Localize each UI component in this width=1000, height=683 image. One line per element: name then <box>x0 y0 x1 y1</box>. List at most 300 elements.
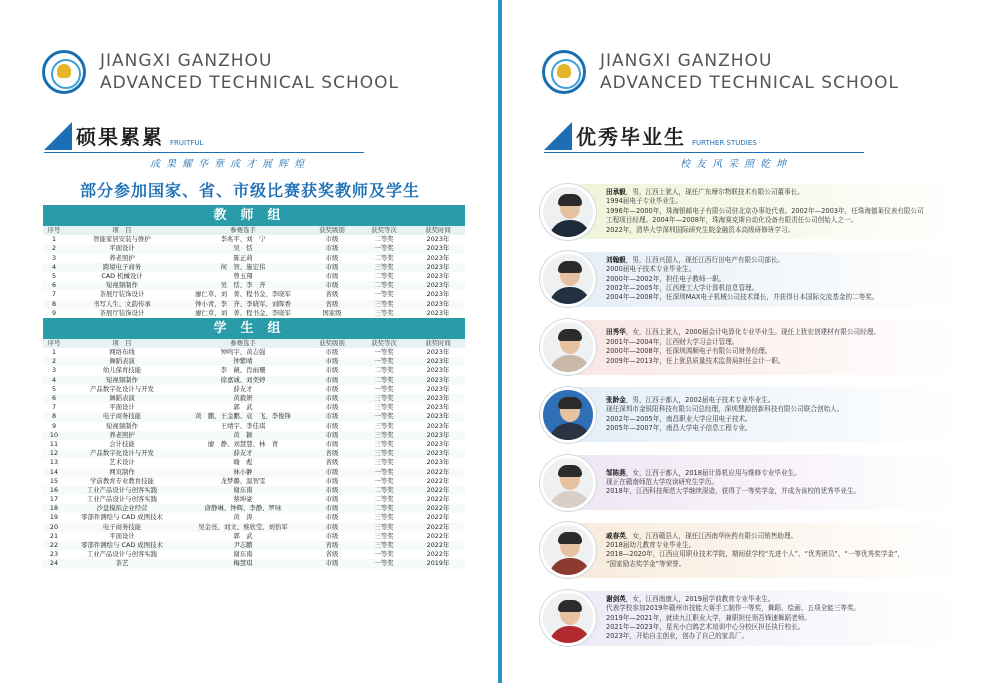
section-triangle-icon <box>44 122 72 150</box>
column-header: 项 目 <box>112 226 132 234</box>
table-cell: 钟鸣宇、黄志强 <box>220 348 266 357</box>
graduate-bio-line: 2001年—2004年，江西财大学习会计管理。 <box>606 337 739 346</box>
table-cell: 7 <box>51 290 57 299</box>
table-cell: 三等奖 <box>374 439 394 448</box>
table-row <box>43 235 465 244</box>
graduate-bio-line: 1996年—2000年，珠海银邮电子有限公司驻北京办事处代表。2002年—2003年，任珠海德莱仪表有限公司 <box>606 206 924 215</box>
graduate-bio-line: 2004年—2008年，任深圳MAX电子机械公司技术课长，并获得日本国际交流基金的二等奖。 <box>606 293 879 302</box>
table-row <box>43 244 465 253</box>
graduate-photo <box>540 387 596 443</box>
table-cell: 22 <box>49 541 59 549</box>
table-cell: 3 <box>51 366 57 375</box>
table-cell: 市级 <box>325 467 339 476</box>
table-cell: 市级 <box>325 244 339 253</box>
graduate-card <box>540 182 964 241</box>
table-cell: 会计技能 <box>109 439 135 448</box>
table-cell: 1 <box>51 235 57 244</box>
table-cell: 19 <box>49 513 59 522</box>
table-cell: 市级 <box>325 375 339 384</box>
graduate-bio-line: 2019年—2021年，就读九江职业大学，兼职担任领吾锋速舞蹈老师。 <box>606 613 811 622</box>
table-cell: 茶展厅装饰设计 <box>99 308 145 317</box>
table-cell: 市级 <box>325 504 339 513</box>
table-cell: 一等奖 <box>374 357 394 366</box>
graduate-bio-line: 代表学校参加2019年赣州市技能大赛手工制作一等奖，舞蹈、绘画、五项全能三等奖。 <box>606 604 861 613</box>
table-cell: 王靖宇、李佳琪 <box>220 421 266 430</box>
graduate-photo <box>540 184 596 240</box>
graduate-bio-line: 2000年—2008年，任深圳鸿顺电子有限公司财务经理。 <box>606 347 772 356</box>
graduate-bio-line: 2018届幼儿教育专业毕业生。 <box>606 541 696 550</box>
table-column-headers <box>43 226 465 235</box>
table-cell: 吴 恬 <box>233 244 253 253</box>
table-row <box>43 366 465 375</box>
table-cell: 市级 <box>325 476 339 485</box>
table-cell: 网页制作 <box>109 467 135 476</box>
table-cell: 书写人生、文韵传承 <box>93 299 151 308</box>
table-cell: 平面设计 <box>109 531 135 540</box>
table-cell: 省级 <box>325 458 339 467</box>
school-name-line2: ADVANCED TECHNICAL SCHOOL <box>600 73 899 93</box>
table-cell: 24 <box>49 559 59 568</box>
table-cell: 4 <box>51 262 57 271</box>
table-cell: 谢东南 <box>233 485 253 494</box>
table-cell: 三等奖 <box>374 299 394 308</box>
table-cell: 黄 鹏、王金鹏、袁 飞、李俊锋 <box>195 412 291 421</box>
table-cell: 市级 <box>325 348 339 357</box>
graduate-bio <box>606 328 880 366</box>
column-header: 序号 <box>47 338 61 347</box>
graduate-bio-line: 2000届电子技术专业毕业生。 <box>606 265 696 274</box>
section-title-fruitful <box>44 122 203 150</box>
section-title-graduates <box>544 122 757 150</box>
column-header: 获奖等次 <box>371 338 397 347</box>
table-cell: 蔡坤豪 <box>233 495 253 504</box>
table-cell: 市级 <box>325 357 339 366</box>
table-cell: 三等奖 <box>374 513 394 522</box>
graduate-bio-line: 2002年—2005年，江西理工大学计算机信息管理。 <box>606 284 759 292</box>
table-cell: 2023年 <box>426 449 450 458</box>
table-cell: 舞蹈表演 <box>109 394 135 402</box>
table-cell: 二等奖 <box>374 235 394 244</box>
table-cell: 三等奖 <box>374 430 394 439</box>
graduate-bio-line: 现任深圳市金锐阳科技有限公司总经理，深圳慧源创新科技有限公司联合创始人。 <box>606 405 844 414</box>
table-cell: 产品数字化设计与开发 <box>90 384 154 393</box>
table-row <box>43 550 465 559</box>
table-cell: 18 <box>49 504 59 513</box>
section-subtitle: 成果耀华章成才展辉煌 <box>150 159 310 170</box>
table-cell: 吴 恬、李 齐 <box>220 281 266 290</box>
table-cell: 2023年 <box>426 299 450 308</box>
table-cell: 2023年 <box>426 458 450 467</box>
table-cell: 二等奖 <box>374 485 394 494</box>
graduate-bio-line: 2021年—2023年，星光小白鸽艺术培训中心分校区担任执行校长。 <box>606 622 805 631</box>
table-row <box>43 486 465 495</box>
table-cell: 4 <box>51 375 57 384</box>
table-cell: 2022年 <box>426 541 450 549</box>
table-row <box>43 394 465 403</box>
table-cell: 黄 涛 <box>233 513 253 522</box>
table-cell: 市级 <box>325 513 339 522</box>
table-cell: 艺术设计 <box>109 458 135 467</box>
table-cell: 16 <box>49 485 59 494</box>
table-cell: 市级 <box>325 262 339 271</box>
table-row <box>43 504 465 513</box>
table-cell: 学前教育专业教育技能 <box>90 476 154 485</box>
table-row <box>43 376 465 385</box>
table-cell: 国家级 <box>322 308 342 317</box>
table-row <box>43 422 465 431</box>
table-cell: 工业产品设计与创客实践 <box>86 485 158 494</box>
graduate-name: 张龄金 <box>606 396 626 405</box>
table-cell: 2022年 <box>426 531 450 540</box>
graduate-bio <box>606 532 904 570</box>
table-cell: 市级 <box>325 281 339 290</box>
school-name-line1: JIANGXI GANZHOU <box>600 51 773 71</box>
graduate-bio-line: “国家励志奖学金”等荣誉。 <box>606 559 686 568</box>
table-row <box>43 281 465 290</box>
table-cell: 2023年 <box>426 357 450 366</box>
table-cell: 零部件测绘与 CAD 成图技术 <box>81 541 163 549</box>
table-cell: 舞蹈表演 <box>109 357 135 366</box>
table-cell: 2022年 <box>426 504 450 513</box>
table-cell: 市级 <box>325 485 339 494</box>
graduate-bio-line: 2023年，开始自主创业，创办了自己的家具厂。 <box>606 632 749 641</box>
column-header: 序号 <box>47 226 61 234</box>
table-row <box>43 513 465 522</box>
table-cell: 产品数字化设计与开发 <box>90 449 154 458</box>
table-cell: 8 <box>51 412 57 421</box>
table-cell: 三等奖 <box>374 449 394 458</box>
table-cell: 市级 <box>325 403 339 412</box>
table-row <box>43 272 465 281</box>
graduate-bio-line: 刘翰毅，男，江西兴国人，现任江西行田电产有限公司部长。 <box>606 255 785 264</box>
table-cell: 三等奖 <box>374 308 394 317</box>
column-header: 参赛选手 <box>230 226 256 234</box>
table-cell: 5 <box>51 384 57 393</box>
right-page <box>500 0 1000 683</box>
graduate-card <box>540 453 964 512</box>
table-cell: 工业产品设计与创客实践 <box>86 550 158 559</box>
table-cell: 二等奖 <box>374 504 394 513</box>
table-cell: 钟小青、李 齐、李晓军、刘晖香 <box>195 299 291 308</box>
page-edge-line <box>500 0 502 683</box>
table-cell: 一等奖 <box>374 550 394 559</box>
table-cell: 省级 <box>325 290 339 299</box>
column-header: 获奖时间 <box>425 338 451 347</box>
table-cell: 唐静琳、钟辉、李静、罗咏 <box>204 504 282 513</box>
table-cell: 9 <box>51 308 57 317</box>
table-cell: 网络布线 <box>109 348 135 357</box>
table-cell: 廖仁草、刘 菁、程书金、李晓军 <box>195 308 291 317</box>
table-cell: 2022年 <box>426 495 450 504</box>
table-row <box>43 523 465 532</box>
table-cell: 短视频制作 <box>106 281 138 290</box>
table-cell: 钟紫晴 <box>233 357 253 366</box>
table-cell: 三等奖 <box>374 522 394 531</box>
table-cell: 智能家居安装与维护 <box>93 235 151 244</box>
graduate-name: 刘翰毅 <box>606 255 626 264</box>
table-row <box>43 300 465 309</box>
table-cell: 省级 <box>325 541 339 549</box>
table-cell: 2022年 <box>426 476 450 485</box>
table-cell: 短视频制作 <box>106 375 138 384</box>
table-cell: 14 <box>49 467 59 476</box>
table-cell: 2023年 <box>426 366 450 375</box>
table-cell: 陈正莉 <box>233 253 253 262</box>
graduate-bio-line: 2018年，江西科技师范大学继续深造，获得了一等奖学金，并成为该校的优秀毕业生。 <box>606 487 861 496</box>
graduate-bio-line: 1994届电子专业毕业生。 <box>606 197 683 206</box>
table-cell: 郭 武 <box>233 403 253 412</box>
graduate-bio-line: 谢剑英，女，江西南康人，2019届学前教育专业毕业生。 <box>606 594 775 603</box>
graduate-card <box>540 250 964 309</box>
section-underline <box>544 152 864 153</box>
table-cell: 2023年 <box>426 384 450 393</box>
table-cell: 市级 <box>325 412 339 421</box>
table-cell: 12 <box>49 449 59 458</box>
table-cell: 三等奖 <box>374 458 394 467</box>
graduate-name: 田秀华 <box>606 328 626 337</box>
school-name <box>100 50 399 94</box>
graduate-photo <box>540 455 596 511</box>
graduate-photo <box>540 319 596 375</box>
column-header: 获奖时间 <box>425 226 451 234</box>
graduate-bio <box>606 256 878 303</box>
table-cell: CAD 机械设计 <box>101 271 143 280</box>
column-header: 获奖级别 <box>319 338 345 347</box>
table-cell: 一等奖 <box>374 384 394 393</box>
table-cell: 2023年 <box>426 412 450 421</box>
table-cell: 市级 <box>325 253 339 262</box>
table-cell: 黄 颖 <box>233 430 253 439</box>
table-cell: 梅慧琪 <box>233 559 253 568</box>
graduate-bio-line: 2018—2020年，江西应用职业技术学院，期间获学校“先进个人”、“优秀团员”、“一等优秀奖学金”， <box>606 550 905 559</box>
school-name <box>600 50 899 94</box>
table-cell: 2023年 <box>426 262 450 271</box>
table-cell: 省级 <box>325 299 339 308</box>
table-cell: 2023年 <box>426 281 450 290</box>
table-cell: 零部件测绘与 CAD 成图技术 <box>81 513 163 522</box>
table-cell: 2023年 <box>426 430 450 439</box>
section-title-text: 硕果累累 <box>76 125 164 149</box>
school-name-line2: ADVANCED TECHNICAL SCHOOL <box>100 73 399 93</box>
graduate-bio-line: 张龄金，男，江西于都人，2002届电子技术专业毕业生。 <box>606 396 775 405</box>
table-cell: 8 <box>51 299 57 308</box>
table-cell: 市级 <box>325 394 339 402</box>
table-cell: 李 薇、肖雨珊 <box>220 366 266 375</box>
table-row <box>43 449 465 458</box>
column-header: 获奖等次 <box>371 226 397 234</box>
table-row <box>43 309 465 318</box>
table-cell: 二等奖 <box>374 366 394 375</box>
table-cell: 2 <box>51 357 57 366</box>
table-cell: 平面设计 <box>109 403 135 412</box>
table-cell: 尹志鹏 <box>233 541 253 549</box>
section-title-text: 优秀毕业生 <box>576 125 686 149</box>
table-cell: 一等奖 <box>374 467 394 476</box>
table-row <box>43 495 465 504</box>
graduate-bio-line: 现正在赣南师范大学攻读研究生学历。 <box>606 477 719 486</box>
graduate-bio-line: 邹陈燕，女，江西于都人，2018届计算机应用与维修专业毕业生。 <box>606 468 801 477</box>
graduate-photo <box>540 251 596 307</box>
graduate-bio <box>606 595 860 642</box>
graduate-bio <box>606 188 924 235</box>
table-cell: 1 <box>51 348 57 357</box>
table-cell: 黄毅妍 <box>233 394 253 402</box>
table-cell: 二等奖 <box>374 281 394 290</box>
graduate-bio-line: 田秀华，女，江西上犹人，2000届会计电算化专业毕业生。现任上犹宏创建材有限公司经理。 <box>606 328 880 337</box>
table-cell: 2 <box>51 244 57 253</box>
table-cell: 市级 <box>325 559 339 568</box>
graduate-bio-line: 田承毅，男，江西上犹人，现任广东摩尔物联技术有限公司董事长。 <box>606 187 804 196</box>
table-cell: 三等奖 <box>374 262 394 271</box>
table-cell: 市级 <box>325 522 339 531</box>
table-cell: 9 <box>51 421 57 430</box>
table-cell: 3 <box>51 253 57 262</box>
table-cell: 电子商务技能 <box>102 412 142 421</box>
graduate-name: 田承毅 <box>606 187 626 196</box>
graduate-photo <box>540 522 596 578</box>
table-cell: 市级 <box>325 531 339 540</box>
teacher-rows <box>43 235 465 318</box>
table-cell: 17 <box>49 495 59 504</box>
table-row <box>43 263 465 272</box>
table-cell: 2022年 <box>426 550 450 559</box>
graduate-card <box>540 589 964 648</box>
table-cell: 廖 静、刘慧慧、林 青 <box>207 439 279 448</box>
graduate-bio <box>606 396 843 434</box>
column-header: 项 目 <box>112 338 132 347</box>
table-row <box>43 412 465 421</box>
graduate-name: 戚春英 <box>606 531 626 540</box>
table-cell: 何 智、施宏伟 <box>220 262 266 271</box>
table-cell: 一等奖 <box>374 412 394 421</box>
table-cell: 2023年 <box>426 244 450 253</box>
table-cell: 市级 <box>325 384 339 393</box>
table-cell: 21 <box>49 531 59 540</box>
column-header: 获奖级别 <box>319 226 345 234</box>
table-cell: 6 <box>51 394 57 402</box>
table-cell: 省级 <box>325 449 339 458</box>
table-cell: 20 <box>49 522 59 531</box>
table-row <box>43 348 465 357</box>
graduate-card <box>540 318 964 377</box>
graduate-bio <box>606 469 860 497</box>
table-row <box>43 440 465 449</box>
table-cell: 23 <box>49 550 59 559</box>
table-cell: 市级 <box>325 366 339 375</box>
table-cell: 2022年 <box>426 513 450 522</box>
table-cell: 养老照护 <box>109 253 135 262</box>
table-cell: 徐嘉诚、刘奕婷 <box>220 375 266 384</box>
graduate-list <box>540 182 964 657</box>
table-cell: 二等奖 <box>374 271 394 280</box>
table-cell: 市级 <box>325 271 339 280</box>
table-row <box>43 468 465 477</box>
table-cell: 电子商务技能 <box>102 522 142 531</box>
table-cell: 市级 <box>325 439 339 448</box>
graduate-card <box>540 385 964 444</box>
table-cell: 一等奖 <box>374 559 394 568</box>
table-cell: 市级 <box>325 430 339 439</box>
table-row <box>43 431 465 440</box>
table-cell: 5 <box>51 271 57 280</box>
graduate-bio-line: 2009年—2013年，任上犹县质量技术监督局担任会计一职。 <box>606 356 785 365</box>
graduate-bio-line: 2005年—2007年，南昌大学电子信息工程专业。 <box>606 424 752 433</box>
column-header: 参赛选手 <box>230 338 256 347</box>
graduate-name: 邹陈燕 <box>606 468 626 477</box>
table-cell: 2023年 <box>426 394 450 402</box>
table-row <box>43 403 465 412</box>
table-cell: 6 <box>51 281 57 290</box>
graduate-card <box>540 521 964 580</box>
table-cell: 茶艺 <box>115 559 129 568</box>
table-cell: 二等奖 <box>374 253 394 262</box>
table-cell: 7 <box>51 403 57 412</box>
table-cell: 三等奖 <box>374 421 394 430</box>
table-cell: 一等奖 <box>374 244 394 253</box>
table-cell: 2023年 <box>426 375 450 384</box>
school-header <box>42 50 399 94</box>
table-row <box>43 532 465 541</box>
table-cell: 一等奖 <box>374 348 394 357</box>
graduate-bio-line: 戚春英，女，江西赣县人，现任江西南华医药有限公司销售助理。 <box>606 531 798 540</box>
table-cell: 平面设计 <box>109 244 135 253</box>
table-row <box>43 477 465 486</box>
table-cell: 2023年 <box>426 235 450 244</box>
graduate-name: 谢剑英 <box>606 594 626 603</box>
table-cell: 工业产品设计与创客实践 <box>86 495 158 504</box>
table-cell: 15 <box>49 476 59 485</box>
graduate-bio-line: 工程项目经理。2004年—2008年，珠海赛克斯自动化设备有限责任公司创始人之一。 <box>606 216 858 225</box>
table-cell: 2023年 <box>426 290 450 299</box>
table-cell: 二等奖 <box>374 495 394 504</box>
table-cell: 三等奖 <box>374 403 394 412</box>
table-cell: 曾玉翔 <box>233 271 253 280</box>
table-column-headers <box>43 339 465 348</box>
table-cell: 养老照护 <box>109 430 135 439</box>
section-title-en: FRUITFUL <box>170 139 204 147</box>
school-header <box>542 50 899 94</box>
table-row <box>43 559 465 568</box>
table-cell: 李兆平、刘 宁 <box>220 235 266 244</box>
table-cell: 薛友才 <box>233 384 253 393</box>
table-cell: 2023年 <box>426 308 450 317</box>
student-rows <box>43 348 465 569</box>
table-cell: 市级 <box>325 421 339 430</box>
section-underline <box>44 152 364 153</box>
table-cell: 2023年 <box>426 253 450 262</box>
table-cell: 幼儿保育技能 <box>102 366 142 375</box>
table-cell: 市级 <box>325 495 339 504</box>
table-cell: 2023年 <box>426 271 450 280</box>
table-cell: 2022年 <box>426 467 450 476</box>
table-row <box>43 385 465 394</box>
table-cell: 喻 彪 <box>233 458 253 467</box>
table-cell: 2023年 <box>426 403 450 412</box>
table-cell: 2023年 <box>426 439 450 448</box>
table-cell: 茶展厅装饰设计 <box>99 290 145 299</box>
table-cell: 13 <box>49 458 59 467</box>
awards-table <box>43 205 465 569</box>
table-cell: 吴金亮、刘文、蔡欣莹、刘怡军 <box>198 522 288 531</box>
table-cell: 省级 <box>325 550 339 559</box>
table-cell: 11 <box>49 439 59 448</box>
table-cell: 龙梦璐、温智雯 <box>220 476 266 485</box>
table-cell: 薛友才 <box>233 449 253 458</box>
table-cell: 市级 <box>325 235 339 244</box>
table-cell: 三等奖 <box>374 541 394 549</box>
student-group-header: 学生组 <box>43 318 465 339</box>
awards-heading: 部分参加国家、省、市级比赛获奖教师及学生 <box>79 181 420 200</box>
